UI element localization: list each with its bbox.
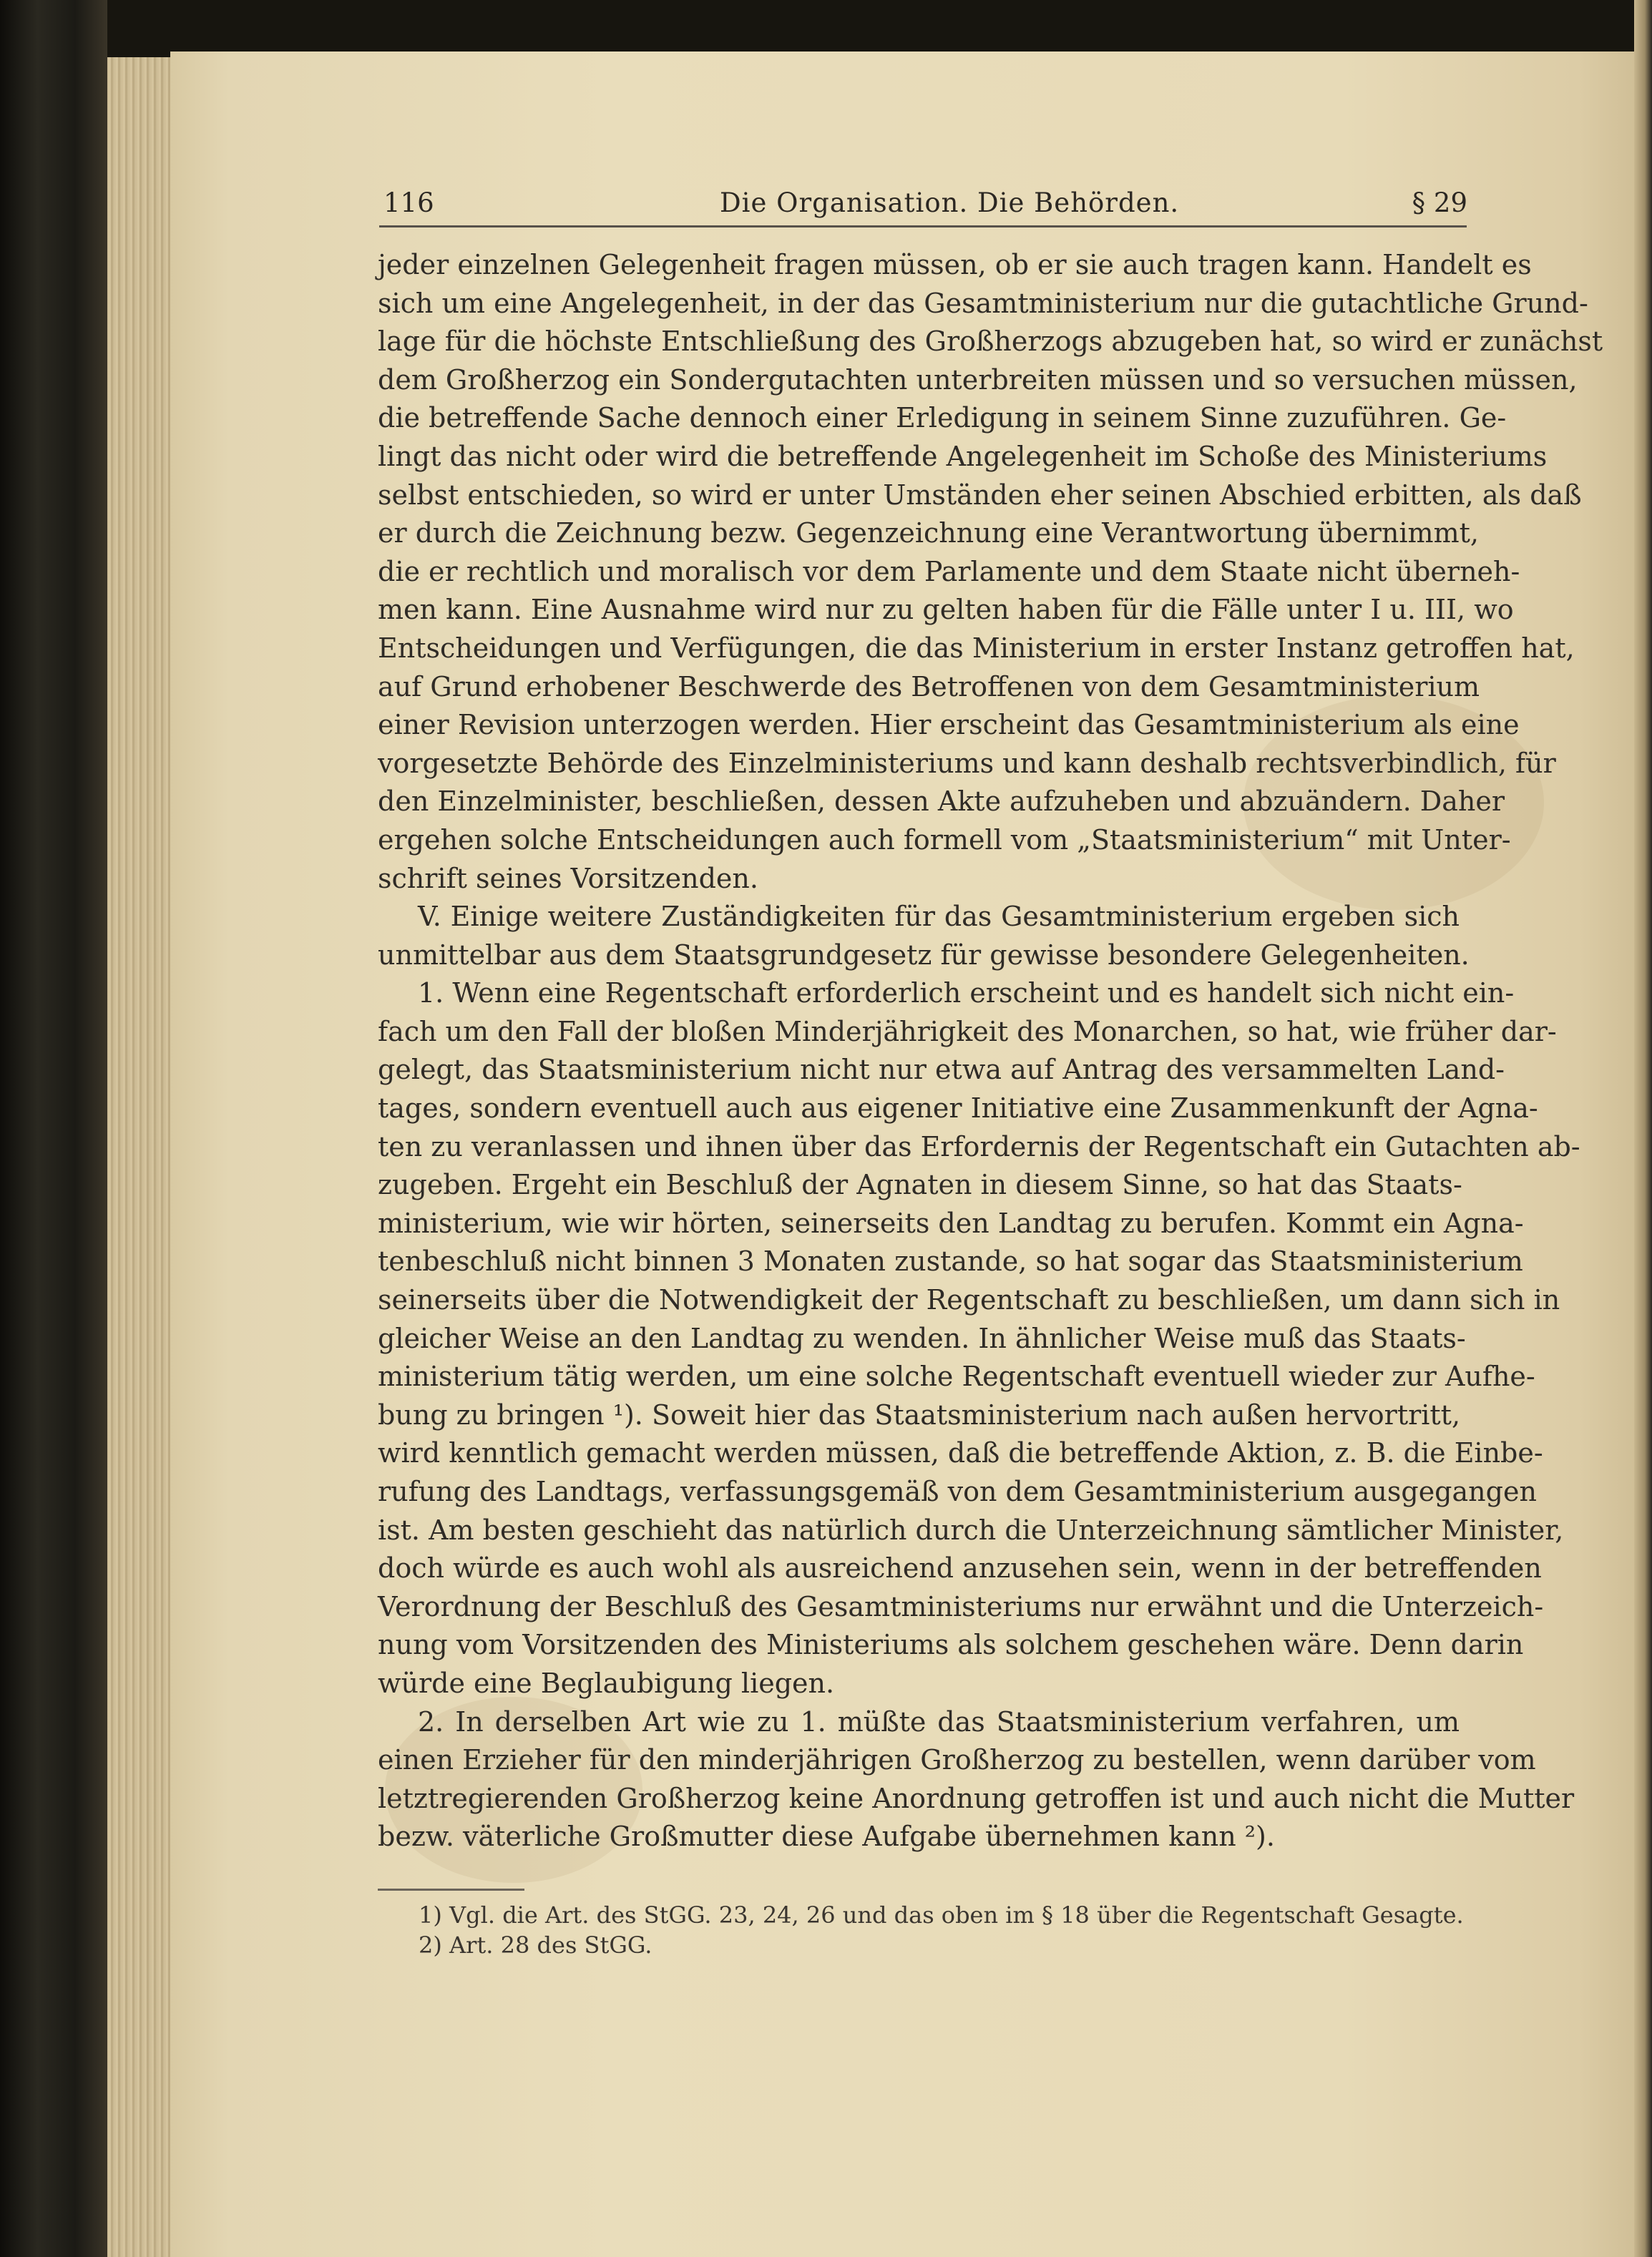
page-right-edge bbox=[1634, 0, 1652, 2257]
text-line: unmittelbar aus dem Staatsgrundgesetz für gewisse besondere Gelegenheiten. bbox=[378, 939, 1470, 971]
text-line: tenbeschluß nicht binnen 3 Monaten zustande, so hat sogar das Staatsministerium bbox=[378, 1245, 1523, 1278]
text-line: auf Grund erhobener Beschwerde des Betroffenen von dem Gesamtministerium bbox=[378, 670, 1480, 702]
text-line: einen Erzieher für den minderjährigen Großherzog zu bestellen, wenn darüber vom bbox=[378, 1744, 1536, 1776]
text-line: bezw. väterliche Großmutter diese Aufgabe übernehmen kann ²). bbox=[378, 1821, 1275, 1853]
text-line: vorgesetzte Behörde des Einzelministeriums und kann deshalb rechtsverbindlich, für bbox=[378, 747, 1556, 779]
footnote-1: 1) Vgl. die Art. des StGG. 23, 24, 26 und das oben im § 18 über die Regentschaft Gesagte. bbox=[419, 1901, 1464, 1929]
text-line: fach um den Fall der bloßen Minderjährigkeit des Monarchen, so hat, wie früher dar- bbox=[378, 1015, 1557, 1047]
text-line: Entscheidungen und Verfügungen, die das Ministerium in erster Instanz getroffen hat, bbox=[378, 632, 1575, 664]
text-line: dem Großherzog ein Sondergutachten unterbreiten müssen und so versuchen müssen, bbox=[378, 363, 1578, 396]
text-line: ergehen solche Entscheidungen auch formell vom „Staatsministerium“ mit Unter- bbox=[378, 823, 1511, 856]
text-line: den Einzelminister, beschließen, dessen Akte aufzuheben und abzuändern. Daher bbox=[378, 785, 1505, 818]
footnote-rule bbox=[378, 1889, 524, 1891]
text-line: die betreffende Sache dennoch einer Erledigung in seinem Sinne zuzuführen. Ge- bbox=[378, 402, 1507, 434]
text-line: seinerseits über die Notwendigkeit der Regentschaft zu beschließen, um dann sich in bbox=[378, 1284, 1560, 1316]
book-cover-edge bbox=[0, 0, 107, 2257]
text-line: die er rechtlich und moralisch vor dem Parlamente und dem Staate nicht überneh- bbox=[378, 555, 1520, 587]
text-line: men kann. Eine Ausnahme wird nur zu gelten haben für die Fälle unter I u. III, wo bbox=[378, 594, 1514, 626]
text-line: ministerium tätig werden, um eine solche Regentschaft eventuell wieder zur Aufhe- bbox=[378, 1361, 1535, 1393]
running-header bbox=[383, 187, 1467, 227]
text-line: lage für die höchste Entschließung des Großherzogs abzugeben hat, so wird er zunächst bbox=[378, 325, 1603, 358]
text-line: lingt das nicht oder wird die betreffende Angelegenheit im Schoße des Ministeriums bbox=[378, 440, 1548, 472]
text-line: jeder einzelnen Gelegenheit fragen müssen, ob er sie auch tragen kann. Handelt es bbox=[378, 249, 1532, 280]
text-line: letztregierenden Großherzog keine Anordnung getroffen ist und auch nicht die Mutter bbox=[378, 1782, 1575, 1814]
text-line: doch würde es auch wohl als ausreichend anzusehen sein, wenn in der betreffenden bbox=[378, 1552, 1542, 1585]
text-line: tages, sondern eventuell auch aus eigener Initiative eine Zusammenkunft der Agna- bbox=[378, 1092, 1538, 1125]
header-rule bbox=[379, 225, 1467, 227]
text-line: einer Revision unterzogen werden. Hier erscheint das Gesamtministerium als eine bbox=[378, 709, 1520, 741]
page-number: 116 bbox=[383, 187, 434, 218]
text-line: 1. Wenn eine Regentschaft erforderlich erscheint und es handelt sich nicht ein- bbox=[418, 977, 1515, 1009]
text-line: zugeben. Ergeht ein Beschluß der Agnaten in diesem Sinne, so hat das Staats- bbox=[378, 1169, 1462, 1201]
text-line: bung zu bringen ¹). Soweit hier das Staatsministerium nach außen hervortritt, bbox=[378, 1399, 1461, 1431]
running-title: Die Organisation. Die Behörden. bbox=[720, 187, 1180, 218]
text-line: er durch die Zeichnung bezw. Gegenzeichnung eine Verantwortung übernimmt, bbox=[378, 517, 1479, 549]
text-line: Verordnung der Beschluß des Gesamtministeriums nur erwähnt und die Unterzeich- bbox=[378, 1590, 1544, 1622]
text-line: nung vom Vorsitzenden des Ministeriums als solchem geschehen wäre. Denn darin bbox=[378, 1629, 1524, 1661]
text-line: würde eine Beglaubigung liegen. bbox=[378, 1667, 835, 1699]
text-line: wird kenntlich gemacht werden müssen, daß die betreffende Aktion, z. B. die Einbe- bbox=[378, 1437, 1543, 1469]
body-text bbox=[378, 246, 1603, 1856]
text-line: V. Einige weitere Zuständigkeiten für das Gesamtministerium ergeben sich bbox=[418, 901, 1460, 933]
text-line: ist. Am besten geschieht das natürlich durch die Unterzeichnung sämtlicher Minister, bbox=[378, 1514, 1564, 1546]
footnotes bbox=[419, 1900, 1463, 1960]
text-line: ten zu veranlassen und ihnen über das Erfordernis der Regentschaft ein Gutachten ab- bbox=[378, 1130, 1580, 1162]
text-line: 2. In derselben Art wie zu 1. müßte das Staatsministerium verfahren, um bbox=[418, 1705, 1460, 1738]
text-line: gelegt, das Staatsministerium nicht nur etwa auf Antrag des versammelten Land- bbox=[378, 1054, 1505, 1086]
text-line: gleicher Weise an den Landtag zu wenden. In ähnlicher Weise muß das Staats- bbox=[378, 1322, 1466, 1354]
text-line: schrift seines Vorsitzenden. bbox=[378, 862, 758, 894]
text-line: selbst entschieden, so wird er unter Umständen eher seinen Abschied erbitten, als daß bbox=[378, 479, 1582, 511]
footnote-2: 2) Art. 28 des StGG. bbox=[419, 1932, 653, 1959]
text-line: sich um eine Angelegenheit, in der das Gesamtministerium nur die gutachtliche Grund- bbox=[378, 287, 1588, 319]
section-number: § 29 bbox=[1412, 187, 1467, 218]
text-line: rufung des Landtags, verfassungsgemäß von dem Gesamtministerium ausgegangen bbox=[378, 1476, 1537, 1507]
text-line: ministerium, wie wir hörten, seinerseits den Landtag zu berufen. Kommt ein Agna- bbox=[378, 1207, 1524, 1239]
page-edges bbox=[107, 57, 175, 2257]
